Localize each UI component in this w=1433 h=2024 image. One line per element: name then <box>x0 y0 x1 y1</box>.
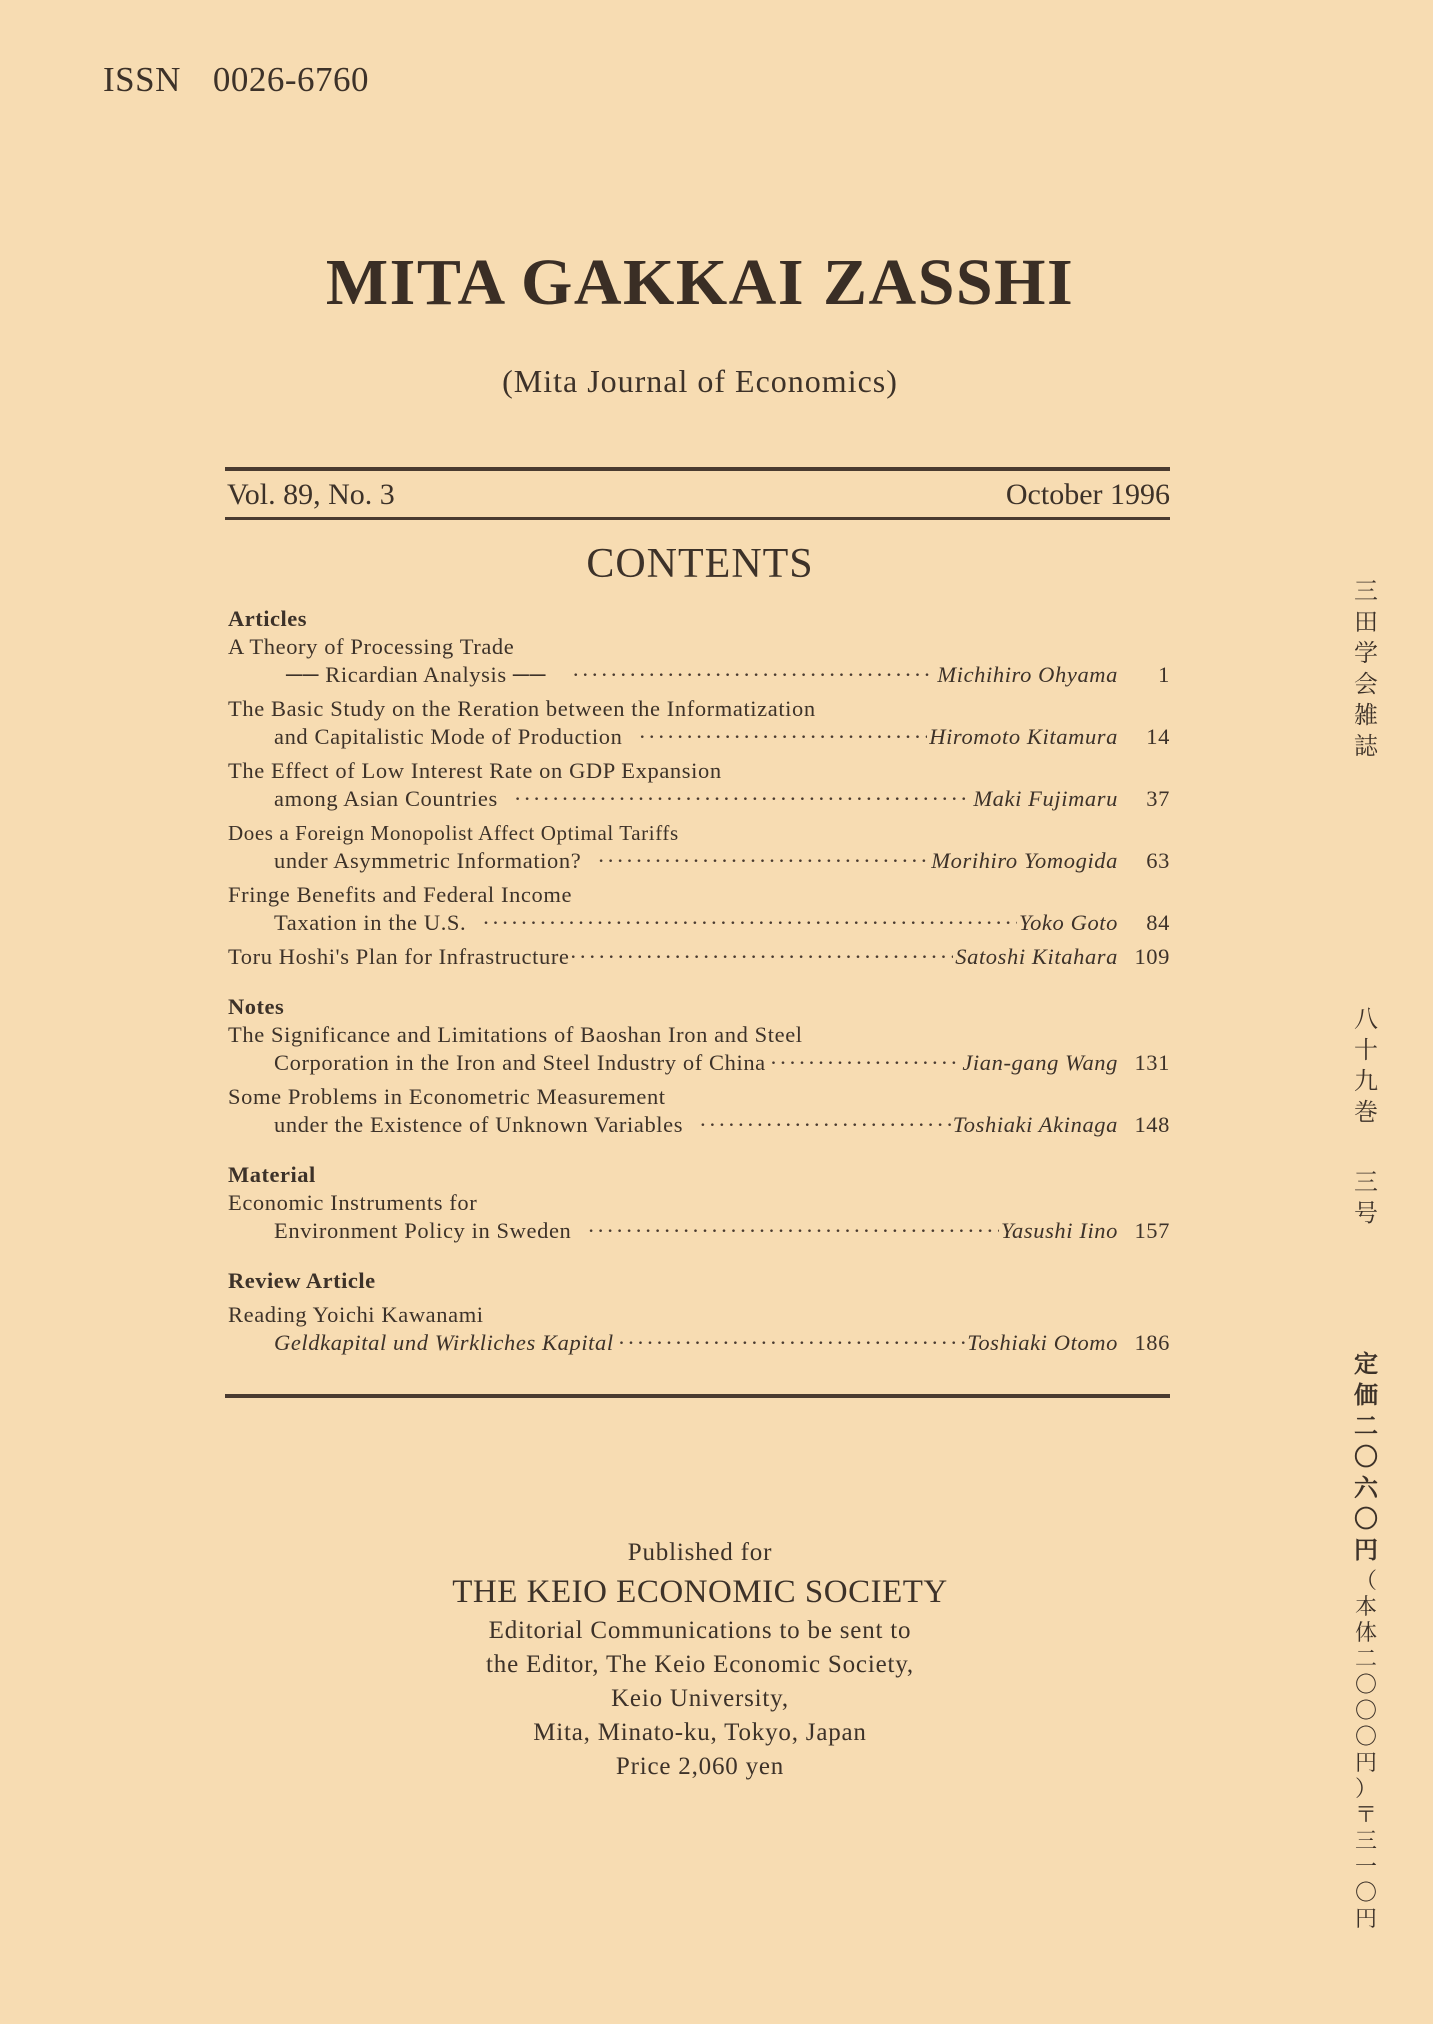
section-spacer <box>228 971 1170 993</box>
header-rule <box>225 517 1170 520</box>
issn-number: 0026-6760 <box>212 60 370 99</box>
spine-char: 一 <box>1354 1854 1377 1879</box>
entry-page: 14 <box>1146 724 1170 749</box>
section-spacer <box>228 1139 1170 1161</box>
spine-char: 十 <box>1354 1038 1378 1064</box>
dot-leader <box>570 943 954 971</box>
dot-leader <box>572 661 935 689</box>
society-name: THE KEIO ECONOMIC SOCIETY <box>452 1574 948 1610</box>
spine-char: 〇 <box>1354 1507 1378 1533</box>
entry-leader <box>228 661 1170 689</box>
entry-leader <box>228 785 1170 813</box>
spine-char: 円 <box>1354 1906 1377 1931</box>
entry-title: Some Problems in Econometric Measurement <box>228 1084 666 1109</box>
entry-author: Hiromoto Kitamura <box>929 724 1118 749</box>
spine-char: 三 <box>1354 1170 1378 1196</box>
entry-page: 109 <box>1134 944 1170 969</box>
spine-char: 雑 <box>1354 703 1378 729</box>
entry-leader <box>228 909 1170 937</box>
spine-char: 〇 <box>1354 1698 1377 1723</box>
spine-char: 巻 <box>1354 1100 1378 1126</box>
dot-leader <box>770 1049 961 1077</box>
spine-char: 〇 <box>1354 1724 1377 1749</box>
university-line: Keio University, <box>611 1685 789 1712</box>
spine-char: 二 <box>1354 1414 1378 1440</box>
spine-issue <box>1351 1168 1381 1230</box>
toc-entry <box>228 1301 1170 1357</box>
entry-leader <box>228 847 1170 875</box>
entry-title: Corporation in the Iron and Steel Industry of China <box>274 1050 766 1075</box>
spine-char: 学 <box>1354 641 1378 667</box>
toc-entry <box>228 695 1170 751</box>
entry-title: Economic Instruments for <box>228 1190 478 1215</box>
spine-char: 六 <box>1354 1476 1378 1502</box>
spine-volume <box>1351 1005 1381 1129</box>
price-line: Price 2,060 yen <box>615 1753 785 1780</box>
spine-price-detail <box>1351 1568 1381 1932</box>
journal-subtitle: (Mita Journal of Economics) <box>502 363 898 399</box>
volume-number: Vol. 89, No. 3 <box>227 478 395 511</box>
top-rule <box>225 467 1170 471</box>
section-heading-material: Material <box>228 1162 316 1187</box>
spine-char: （ <box>1354 1568 1377 1593</box>
entry-title: Reading Yoichi Kawanami <box>228 1302 484 1327</box>
toc-entry <box>228 943 1170 971</box>
editorial-line: Editorial Communications to be sent to <box>488 1617 912 1644</box>
editor-address-line: the Editor, The Keio Economic Society, <box>486 1651 914 1678</box>
toc-entry <box>228 1021 1170 1077</box>
entry-leader <box>228 1217 1170 1245</box>
toc-entry <box>228 881 1170 937</box>
entry-title: Environment Policy in Sweden <box>274 1218 572 1243</box>
location-line: Mita, Minato-ku, Tokyo, Japan <box>533 1719 867 1746</box>
spine-price-label <box>1351 1350 1381 1567</box>
entry-author: Maki Fujimaru <box>973 786 1118 811</box>
entry-leader <box>228 723 1170 751</box>
dot-leader <box>699 1111 951 1139</box>
dot-leader <box>587 1217 999 1245</box>
spine-char: ） <box>1354 1776 1377 1801</box>
journal-title: MITA GAKKAI ZASSHI <box>325 246 1075 319</box>
published-for: Published for <box>627 1539 773 1566</box>
entry-author: Yoko Goto <box>1019 910 1118 935</box>
spine-char: 会 <box>1354 672 1378 698</box>
spine-char: 三 <box>1354 1828 1377 1853</box>
section-heading-articles: Articles <box>228 606 307 631</box>
entry-title: and Capitalistic Mode of Production <box>274 724 623 749</box>
entry-author: Yasushi Iino <box>1000 1218 1118 1243</box>
entry-page: 1 <box>1158 662 1170 687</box>
spine-char: 二 <box>1354 1646 1377 1671</box>
dot-leader <box>638 723 927 751</box>
entry-title: A Theory of Processing Trade <box>228 634 515 659</box>
entry-author: Michihiro Ohyama <box>937 662 1118 687</box>
entry-author: Jian-gang Wang <box>962 1050 1118 1075</box>
entry-title: under Asymmetric Information? <box>274 848 582 873</box>
spine-char: 八 <box>1354 1007 1378 1033</box>
entry-page: 186 <box>1134 1330 1170 1355</box>
publisher-block <box>0 1536 1400 1784</box>
entry-leader <box>228 1049 1170 1077</box>
section-heading-review: Review Article <box>228 1268 376 1293</box>
spine-char: 〇 <box>1354 1672 1377 1697</box>
section-heading-notes: Notes <box>228 994 285 1019</box>
dot-leader <box>618 1329 966 1357</box>
entry-title: under the Existence of Unknown Variables <box>274 1112 684 1137</box>
entry-leader <box>228 1329 1170 1357</box>
entry-title: Fringe Benefits and Federal Income <box>228 882 573 907</box>
spine-char: 円 <box>1354 1538 1378 1564</box>
entry-title: Taxation in the U.S. <box>274 910 467 935</box>
spine-char: 田 <box>1354 610 1378 636</box>
contents-heading: CONTENTS <box>586 541 814 587</box>
spine-char: 円 <box>1354 1750 1377 1775</box>
spine-char: 九 <box>1354 1069 1378 1095</box>
entry-page: 148 <box>1134 1112 1170 1137</box>
entry-title: The Significance and Limitations of Baoshan Iron and Steel <box>228 1022 803 1047</box>
spine-char: 誌 <box>1354 734 1378 760</box>
entry-author: Toshiaki Otomo <box>967 1330 1118 1355</box>
entry-author: Satoshi Kitahara <box>955 944 1118 969</box>
entry-title: ── Ricardian Analysis ── <box>286 662 547 687</box>
issue-date: October 1996 <box>1005 478 1170 511</box>
toc-entry <box>228 1083 1170 1139</box>
dot-leader <box>482 909 1017 937</box>
spine-char: 号 <box>1354 1201 1378 1227</box>
spine-char: 価 <box>1354 1383 1378 1409</box>
entry-page: 131 <box>1134 1050 1170 1075</box>
dot-leader <box>514 785 971 813</box>
section-spacer <box>228 1245 1170 1267</box>
entry-title: The Effect of Low Interest Rate on GDP Expansion <box>228 758 722 783</box>
entry-author: Toshiaki Akinaga <box>952 1112 1118 1137</box>
spine-char: 〇 <box>1354 1880 1377 1905</box>
spine-char: 体 <box>1354 1620 1377 1645</box>
entry-page: 63 <box>1146 848 1170 873</box>
issn-label: ISSN <box>103 60 181 99</box>
toc-entry <box>228 633 1170 689</box>
entry-leader <box>228 1111 1170 1139</box>
spine-char: 三 <box>1354 579 1378 605</box>
spine-char: 〇 <box>1354 1445 1378 1471</box>
spine-char: 本 <box>1354 1594 1377 1619</box>
entry-title: among Asian Countries <box>274 786 498 811</box>
entry-author: Morihiro Yomogida <box>931 848 1118 873</box>
entry-title: Geldkapital und Wirkliches Kapital <box>274 1330 614 1355</box>
toc-entry <box>228 757 1170 813</box>
entry-title: Toru Hoshi's Plan for Infrastructure <box>228 944 570 969</box>
entry-page: 84 <box>1146 910 1170 935</box>
toc-entry <box>228 1189 1170 1245</box>
spine-char: 〒 <box>1354 1802 1377 1827</box>
spine-journal-name <box>1351 577 1381 763</box>
entry-title: The Basic Study on the Reration between the Informatization <box>228 696 816 721</box>
table-of-contents <box>228 605 1170 1357</box>
dot-leader <box>597 847 929 875</box>
toc-entry <box>228 819 1170 875</box>
bottom-rule <box>225 1394 1170 1398</box>
issn <box>103 60 369 100</box>
entry-title: Does a Foreign Monopolist Affect Optimal Tariffs <box>228 821 679 845</box>
entry-page: 37 <box>1146 786 1170 811</box>
entry-page: 157 <box>1134 1218 1170 1243</box>
spine-char: 定 <box>1354 1352 1378 1378</box>
